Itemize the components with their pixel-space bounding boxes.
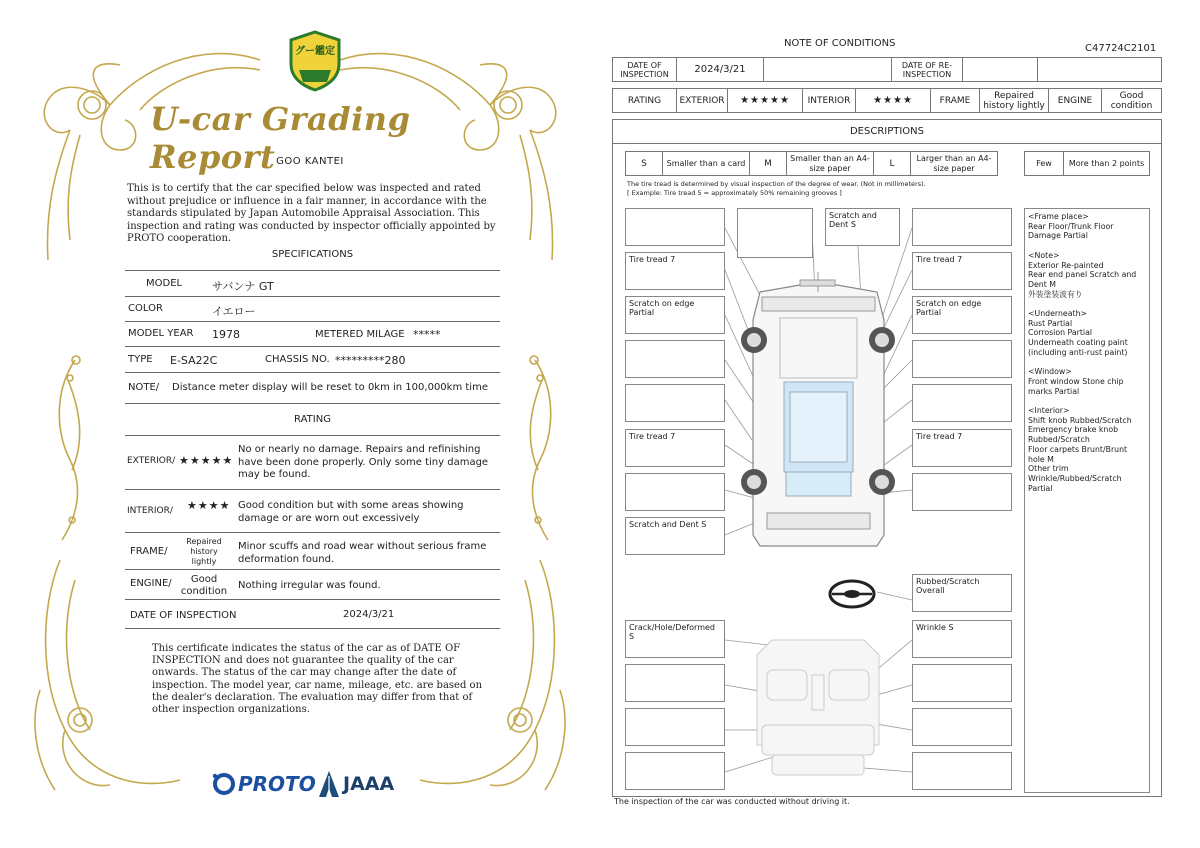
divider: [125, 435, 500, 436]
descriptions-heading: DESCRIPTIONS: [612, 119, 1162, 144]
certificate-intro: This is to certify that the car specified below was inspected and rated without prejudice or influence in a fair manner, in accordance with the standards stipulated by Japan Automobile Appraisal Association. This inspection and rating was conducted by inspector officially appointed by PROTO cooperation.: [127, 183, 496, 244]
callout-steering: Rubbed/Scratch Overall: [912, 574, 1012, 612]
type-value: E-SA22C: [170, 354, 218, 367]
exterior-stars: ★★★★★: [179, 454, 234, 467]
callout-tire-rear-right: Tire tread 7: [912, 429, 1012, 467]
interior-label: INTERIOR: [803, 89, 856, 113]
interior-heading: <Interior>: [1028, 406, 1070, 415]
callout-box: [625, 473, 725, 511]
interior-text: Other trim Wrinkle/Rubbed/Scratch Partial: [1028, 464, 1122, 493]
proto-logo: PROTO: [238, 772, 316, 796]
condition-description-list: [1024, 208, 1150, 793]
mileage-label: METERED MILAGE: [315, 329, 405, 340]
divider: [125, 569, 500, 570]
chassis-label: CHASSIS NO.: [265, 354, 330, 365]
callout-box: [912, 208, 1012, 246]
color-label: COLOR: [128, 303, 163, 314]
divider: [125, 403, 500, 404]
specifications-heading: SPECIFICATIONS: [271, 249, 354, 260]
inspection-date-value: 2024/3/21: [677, 58, 764, 82]
callout-box: [912, 664, 1012, 702]
divider: [125, 489, 500, 490]
interior-stars: ★★★★: [856, 89, 931, 113]
divider: [125, 372, 500, 373]
model-year-value: 1978: [212, 328, 240, 341]
exterior-description: No or nearly no damage. Repairs and refinishing have been done properly. Only some tiny damage may be found.: [238, 444, 489, 480]
interior-stars: ★★★★: [187, 499, 231, 512]
window-heading: <Window>: [1028, 367, 1072, 377]
legend-few: Few: [1025, 152, 1064, 176]
divider: [125, 296, 500, 297]
note-value: Distance meter display will be reset to 0km in 100,000km time: [172, 382, 488, 393]
empty-cell: [764, 58, 892, 82]
color-value: イエロー: [212, 305, 256, 318]
exterior-stars: ★★★★★: [728, 89, 803, 113]
divider: [125, 346, 500, 347]
certificate-title: U-car Grading Report: [150, 100, 411, 176]
exterior-label: EXTERIOR: [677, 89, 728, 113]
jaaa-logo-icon: [318, 770, 340, 798]
legend-s: S: [626, 152, 663, 176]
callout-box: [912, 752, 1012, 790]
legend-s-text: Smaller than a card: [663, 152, 750, 176]
divider: [125, 270, 500, 271]
callout-box: [625, 664, 725, 702]
divider: [125, 599, 500, 600]
rating-heading: RATING: [294, 414, 331, 425]
inspection-date-label: DATE OF INSPECTION: [613, 58, 677, 82]
callout-box-front: Scratch and Dent S: [825, 208, 900, 246]
note-text: Exterior Re-painted: [1028, 260, 1104, 270]
frame-label: FRAME: [931, 89, 980, 113]
inspection-date-label: DATE OF INSPECTION: [130, 610, 237, 621]
legend-few-text: More than 2 points: [1064, 152, 1150, 176]
legend-l-text: Larger than an A4-size paper: [911, 152, 998, 176]
engine-value: Good condition: [180, 574, 228, 597]
callout-box: [912, 384, 1012, 422]
callout-box: [625, 708, 725, 746]
frame-description: Minor scuffs and road wear without serious frame deformation found.: [238, 541, 487, 565]
interior-text: Floor carpets Brunt/Brunt hole M: [1028, 444, 1128, 464]
callout-edge-left: Scratch on edge Partial: [625, 296, 725, 334]
model-label: MODEL: [146, 278, 183, 289]
badge-text: グー鑑定: [295, 46, 335, 57]
tire-note-line1: The tire tread is determined by visual inspection of the degree of wear. (Not in millimeters).: [627, 180, 926, 188]
interior-view: [757, 640, 879, 775]
divider: [125, 532, 500, 533]
callout-box: [625, 208, 725, 246]
underneath-text: Underneath coating paint (including anti-rust paint): [1028, 338, 1128, 357]
divider: [125, 321, 500, 322]
frame-place-heading: <Frame place>: [1028, 212, 1089, 221]
report-title: NOTE OF CONDITIONS: [784, 38, 896, 49]
callout-box: [625, 340, 725, 378]
tire-note-line2: [ Example: Tire tread 5 = approximately 50% remaining grooves ]: [627, 189, 842, 197]
divider: [125, 628, 500, 629]
steering-wheel-icon: [830, 581, 874, 607]
car-top-view: [753, 272, 884, 546]
underneath-text: Rust Partial: [1028, 318, 1073, 328]
interior-label: INTERIOR/: [127, 506, 173, 516]
certificate-subtitle: GOO KANTEI: [276, 156, 344, 167]
frame-value: Repaired history lightly: [186, 537, 222, 566]
callout-tire-rear-left: Tire tread 7: [625, 429, 725, 467]
proto-logo-icon: [212, 772, 236, 796]
callout-wrinkle: Wrinkle S: [912, 620, 1012, 658]
callout-edge-right: Scratch on edge Partial: [912, 296, 1012, 334]
callout-rear-left: Scratch and Dent S: [625, 517, 725, 555]
goo-kantei-badge: [287, 30, 343, 92]
engine-label: ENGINE/: [130, 578, 172, 589]
legend-l: L: [874, 152, 911, 176]
frame-label: FRAME/: [130, 546, 168, 557]
engine-value: Good condition: [1102, 89, 1162, 113]
inspection-dates-table: [612, 57, 1162, 82]
certificate-disclaimer: This certificate indicates the status of the car as of DATE OF INSPECTION and does not guarantee the quality of the car onwards. The status of the car may change after the date of inspection. The model year, car name, mileage, etc. are based on the dealer's declaration. The evaluation may differ from that of other inspection organizations.: [152, 643, 483, 716]
interior-description: Good condition but with some areas showing damage or are worn out excessively: [238, 500, 464, 524]
note-heading: <Note>: [1028, 250, 1060, 260]
note-text: 外装塗装波有り: [1028, 289, 1083, 299]
window-text: Front window Stone chip marks Partial: [1028, 376, 1124, 396]
callout-tire-front-right: Tire tread 7: [912, 252, 1012, 290]
reinspection-date-label: DATE OF RE-INSPECTION: [892, 58, 963, 82]
callout-crack: Crack/Hole/Deformed S: [625, 620, 725, 658]
inspection-date-value: 2024/3/21: [343, 609, 395, 620]
model-year-label: MODEL YEAR: [128, 328, 194, 339]
legend-m-text: Smaller than an A4-size paper: [787, 152, 874, 176]
engine-label: ENGINE: [1049, 89, 1102, 113]
callout-box: [912, 340, 1012, 378]
report-code: C47724C2101: [1085, 43, 1157, 54]
size-legend-table: [625, 151, 998, 176]
frame-value: Repaired history lightly: [980, 89, 1049, 113]
mileage-value: *****: [413, 328, 441, 341]
tire-note: [627, 180, 926, 198]
rating-label: RATING: [613, 89, 677, 113]
callout-box: [625, 752, 725, 790]
exterior-label: EXTERIOR/: [127, 456, 176, 466]
model-value: サバンナ GT: [212, 280, 274, 293]
note-text: Rear end panel Scratch and Dent M: [1028, 270, 1137, 289]
underneath-heading: <Underneath>: [1028, 309, 1088, 318]
jaaa-logo: JAAA: [343, 773, 395, 795]
callout-box: [912, 708, 1012, 746]
interior-text: Emergency brake knob Rubbed/Scratch: [1028, 425, 1119, 445]
type-label: TYPE: [128, 354, 153, 365]
legend-m: M: [750, 152, 787, 176]
report-footer-note: The inspection of the car was conducted without driving it.: [614, 797, 850, 806]
underneath-text: Corrosion Partial: [1028, 328, 1093, 338]
chassis-value: *********280: [335, 354, 406, 367]
engine-description: Nothing irregular was found.: [238, 580, 381, 591]
callout-box: [625, 384, 725, 422]
note-label: NOTE/: [128, 382, 160, 393]
callout-box: [912, 473, 1012, 511]
empty-cell: [1038, 58, 1162, 82]
rating-table: [612, 88, 1162, 113]
callout-box: [737, 208, 813, 258]
frame-place-text: Rear Floor/Trunk Floor Damage Partial: [1028, 221, 1114, 241]
reinspection-date-value: [963, 58, 1038, 82]
few-legend-table: [1024, 151, 1150, 176]
callout-tire-front-left: Tire tread 7: [625, 252, 725, 290]
interior-text: Shift knob Rubbed/Scratch: [1028, 415, 1132, 425]
